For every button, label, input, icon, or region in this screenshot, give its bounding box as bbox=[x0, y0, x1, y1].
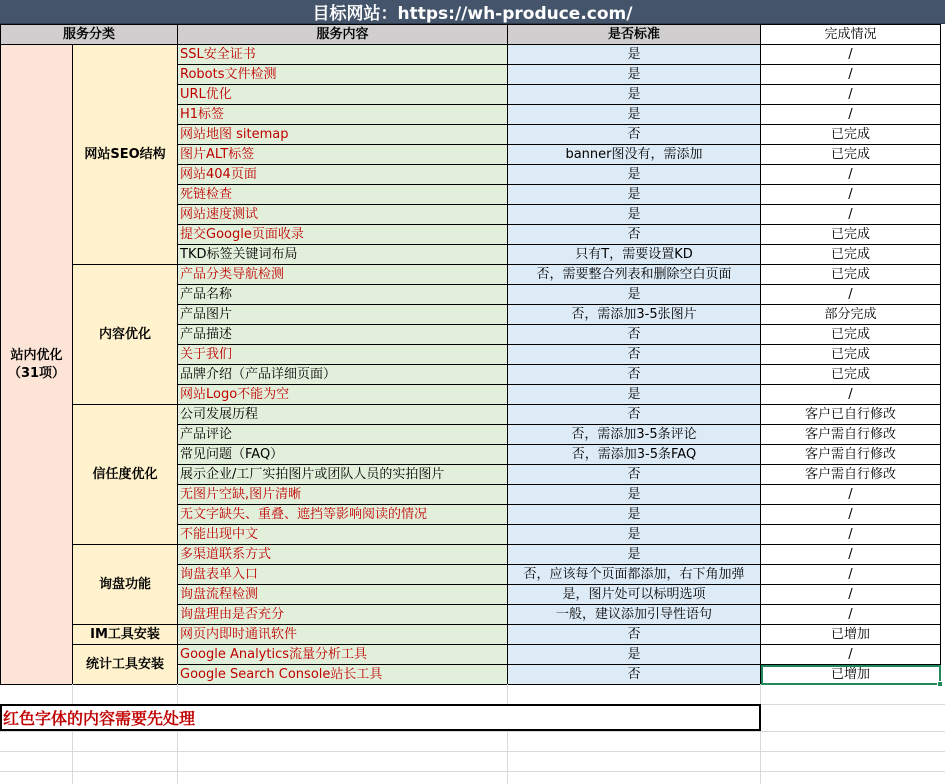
status-cell[interactable]: / bbox=[761, 525, 941, 545]
standard-cell[interactable]: 是 bbox=[508, 525, 761, 545]
standard-cell[interactable]: 否 bbox=[508, 225, 761, 245]
service-content-cell[interactable]: Google Search Console站长工具 bbox=[178, 665, 508, 685]
group-category-cell[interactable]: 询盘功能 bbox=[73, 545, 178, 625]
service-content-cell[interactable]: 询盘表单入口 bbox=[178, 565, 508, 585]
status-cell[interactable]: 已完成 bbox=[761, 125, 941, 145]
service-content-cell[interactable]: 产品描述 bbox=[178, 325, 508, 345]
status-cell[interactable]: 部分完成 bbox=[761, 305, 941, 325]
standard-cell[interactable]: 是 bbox=[508, 485, 761, 505]
standard-cell[interactable]: 是 bbox=[508, 385, 761, 405]
service-content-cell[interactable]: Google Analytics流量分析工具 bbox=[178, 645, 508, 665]
status-cell-selected[interactable]: 已增加 bbox=[761, 665, 941, 685]
service-content-cell[interactable]: 询盘理由是否充分 bbox=[178, 605, 508, 625]
service-content-cell[interactable]: 无文字缺失、重叠、遮挡等影响阅读的情况 bbox=[178, 505, 508, 525]
service-content-cell[interactable]: 关于我们 bbox=[178, 345, 508, 365]
group-category-cell[interactable]: 信任度优化 bbox=[73, 405, 178, 545]
status-cell[interactable]: / bbox=[761, 205, 941, 225]
standard-cell[interactable]: 是 bbox=[508, 105, 761, 125]
header-status[interactable]: 完成情况 bbox=[761, 25, 941, 45]
top-category-cell[interactable]: 站内优化 （31项） bbox=[1, 45, 73, 685]
grid-line bbox=[760, 684, 761, 784]
grid-line bbox=[0, 751, 945, 752]
standard-cell[interactable]: 一般，建议添加引导性语句 bbox=[508, 605, 761, 625]
service-content-cell[interactable]: 网页内即时通讯软件 bbox=[178, 625, 508, 645]
service-content-cell[interactable]: 网站地图 sitemap bbox=[178, 125, 508, 145]
grid-line bbox=[0, 771, 945, 772]
standard-cell[interactable]: 否 bbox=[508, 465, 761, 485]
status-cell[interactable]: 已完成 bbox=[761, 245, 941, 265]
table-row bbox=[1, 625, 941, 645]
service-content-cell[interactable]: Robots文件检测 bbox=[178, 65, 508, 85]
status-cell[interactable]: 已完成 bbox=[761, 225, 941, 245]
status-cell[interactable]: / bbox=[761, 545, 941, 565]
standard-cell[interactable]: banner图没有，需添加 bbox=[508, 145, 761, 165]
status-cell[interactable]: / bbox=[761, 585, 941, 605]
service-content-cell[interactable]: 提交Google页面收录 bbox=[178, 225, 508, 245]
status-cell[interactable]: / bbox=[761, 165, 941, 185]
standard-cell[interactable]: 是 bbox=[508, 65, 761, 85]
standard-cell[interactable]: 否 bbox=[508, 405, 761, 425]
header-standard[interactable]: 是否标准 bbox=[508, 25, 761, 45]
service-content-cell[interactable]: 死链检查 bbox=[178, 185, 508, 205]
standard-cell[interactable]: 否 bbox=[508, 345, 761, 365]
standard-cell[interactable]: 否，需添加3-5条评论 bbox=[508, 425, 761, 445]
service-content-cell[interactable]: H1标签 bbox=[178, 105, 508, 125]
standard-cell[interactable]: 是 bbox=[508, 85, 761, 105]
status-cell[interactable]: 已完成 bbox=[761, 265, 941, 285]
service-content-cell[interactable]: URL优化 bbox=[178, 85, 508, 105]
table-body bbox=[1, 45, 941, 685]
grid-line bbox=[177, 684, 178, 784]
standard-cell[interactable]: 是 bbox=[508, 165, 761, 185]
group-category-cell[interactable]: 内容优化 bbox=[73, 265, 178, 405]
group-category-cell[interactable]: 网站SEO结构 bbox=[73, 45, 178, 265]
standard-cell[interactable]: 是 bbox=[508, 505, 761, 525]
status-cell[interactable]: / bbox=[761, 565, 941, 585]
service-content-cell[interactable]: 产品评论 bbox=[178, 425, 508, 445]
standard-cell[interactable]: 是 bbox=[508, 185, 761, 205]
standard-cell[interactable]: 是，图片处可以标明选项 bbox=[508, 585, 761, 605]
table-row bbox=[1, 645, 941, 665]
status-cell[interactable]: / bbox=[761, 605, 941, 625]
status-cell[interactable]: / bbox=[761, 185, 941, 205]
standard-cell[interactable]: 是 bbox=[508, 645, 761, 665]
standard-cell[interactable]: 否 bbox=[508, 365, 761, 385]
status-cell[interactable]: / bbox=[761, 505, 941, 525]
table-row bbox=[1, 45, 941, 65]
status-cell[interactable]: / bbox=[761, 105, 941, 125]
table-row bbox=[1, 265, 941, 285]
group-category-cell[interactable]: IM工具安装 bbox=[73, 625, 178, 645]
service-content-cell[interactable]: 展示企业/工厂实拍图片或团队人员的实拍图片 bbox=[178, 465, 508, 485]
service-content-cell[interactable]: 无图片空缺,图片清晰 bbox=[178, 485, 508, 505]
service-content-cell[interactable]: 不能出现中文 bbox=[178, 525, 508, 545]
service-content-cell[interactable]: 品牌介绍（产品详细页面） bbox=[178, 365, 508, 385]
grid-line bbox=[0, 731, 945, 732]
status-cell[interactable]: 客户需自行修改 bbox=[761, 425, 941, 445]
status-cell[interactable]: / bbox=[761, 645, 941, 665]
service-content-cell[interactable]: 图片ALT标签 bbox=[178, 145, 508, 165]
standard-cell[interactable]: 否，需添加3-5条FAQ bbox=[508, 445, 761, 465]
service-content-cell[interactable]: SSL安全证书 bbox=[178, 45, 508, 65]
header-row bbox=[1, 25, 941, 45]
selection-fill-handle[interactable] bbox=[937, 681, 943, 687]
service-content-cell[interactable]: 询盘流程检测 bbox=[178, 585, 508, 605]
status-cell[interactable]: 已完成 bbox=[761, 365, 941, 385]
status-cell[interactable]: / bbox=[761, 65, 941, 85]
status-cell[interactable]: / bbox=[761, 485, 941, 505]
status-cell[interactable]: 客户需自行修改 bbox=[761, 465, 941, 485]
status-cell[interactable]: 客户需自行修改 bbox=[761, 445, 941, 465]
status-cell[interactable]: 已完成 bbox=[761, 345, 941, 365]
service-content-cell[interactable]: 多渠道联系方式 bbox=[178, 545, 508, 565]
status-cell[interactable]: 客户已自行修改 bbox=[761, 405, 941, 425]
seo-checklist-table bbox=[0, 24, 941, 685]
service-content-cell[interactable]: 常见问题（FAQ） bbox=[178, 445, 508, 465]
status-cell[interactable]: 已完成 bbox=[761, 145, 941, 165]
standard-cell[interactable]: 否，需添加3-5张图片 bbox=[508, 305, 761, 325]
sheet-title[interactable]: 目标网站：https://wh-produce.com/ bbox=[0, 0, 945, 24]
service-content-cell[interactable]: 网站404页面 bbox=[178, 165, 508, 185]
header-category[interactable]: 服务分类 bbox=[1, 25, 178, 45]
status-cell[interactable]: 已完成 bbox=[761, 325, 941, 345]
red-text-note[interactable]: 红色字体的内容需要先处理 bbox=[0, 704, 761, 731]
service-content-cell[interactable]: 网站速度测试 bbox=[178, 205, 508, 225]
group-category-cell[interactable]: 统计工具安装 bbox=[73, 645, 178, 685]
status-cell[interactable]: / bbox=[761, 45, 941, 65]
standard-cell[interactable]: 否 bbox=[508, 665, 761, 685]
table-row bbox=[1, 405, 941, 425]
service-content-cell[interactable]: 公司发展历程 bbox=[178, 405, 508, 425]
status-cell[interactable]: / bbox=[761, 85, 941, 105]
standard-cell[interactable]: 只有T，需要设置KD bbox=[508, 245, 761, 265]
grid-line bbox=[72, 684, 73, 784]
grid-line bbox=[507, 684, 508, 784]
standard-cell[interactable]: 否，应该每个页面都添加，右下角加弹 bbox=[508, 565, 761, 585]
service-content-cell[interactable]: 产品分类导航检测 bbox=[178, 265, 508, 285]
status-cell[interactable]: / bbox=[761, 285, 941, 305]
standard-cell[interactable]: 否，需要整合列表和删除空白页面 bbox=[508, 265, 761, 285]
standard-cell[interactable]: 否 bbox=[508, 125, 761, 145]
standard-cell[interactable]: 是 bbox=[508, 45, 761, 65]
status-cell[interactable]: 已增加 bbox=[761, 625, 941, 645]
table-row bbox=[1, 545, 941, 565]
standard-cell[interactable]: 是 bbox=[508, 285, 761, 305]
header-content[interactable]: 服务内容 bbox=[178, 25, 508, 45]
service-content-cell[interactable]: 产品图片 bbox=[178, 305, 508, 325]
status-cell[interactable]: / bbox=[761, 385, 941, 405]
standard-cell[interactable]: 是 bbox=[508, 545, 761, 565]
standard-cell[interactable]: 是 bbox=[508, 205, 761, 225]
standard-cell[interactable]: 否 bbox=[508, 325, 761, 345]
standard-cell[interactable]: 否 bbox=[508, 625, 761, 645]
service-content-cell[interactable]: 产品名称 bbox=[178, 285, 508, 305]
service-content-cell[interactable]: 网站Logo不能为空 bbox=[178, 385, 508, 405]
service-content-cell[interactable]: TKD标签关键词布局 bbox=[178, 245, 508, 265]
